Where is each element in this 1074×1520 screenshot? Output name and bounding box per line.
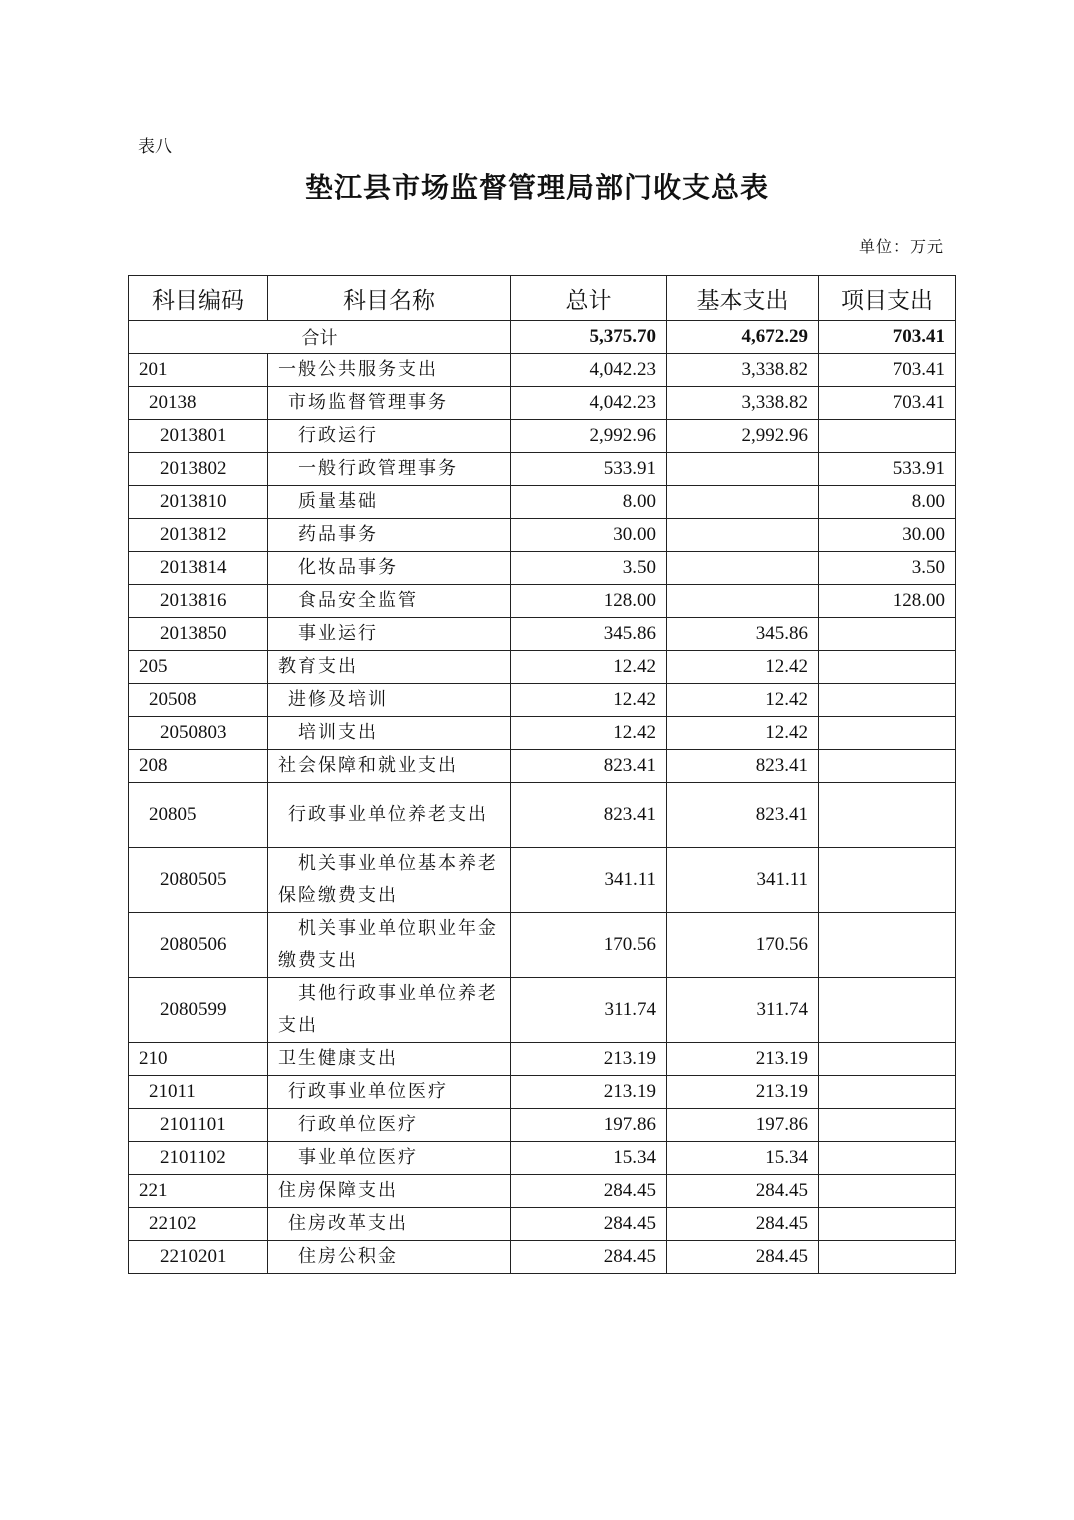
row-basic: 345.86 [667, 618, 819, 651]
row-name: 药品事务 [268, 519, 511, 552]
row-name: 食品安全监管 [268, 585, 511, 618]
row-name: 行政单位医疗 [268, 1109, 511, 1142]
row-name: 社会保障和就业支出 [268, 750, 511, 783]
row-code: 2013802 [129, 453, 268, 486]
row-basic: 341.11 [667, 848, 819, 913]
total-row [129, 321, 956, 354]
row-project: 703.41 [819, 354, 956, 387]
row-code: 221 [129, 1175, 268, 1208]
row-basic: 823.41 [667, 750, 819, 783]
row-code: 2050803 [129, 717, 268, 750]
row-name [268, 848, 511, 913]
total-label: 合计 [129, 321, 511, 354]
row-project [819, 1109, 956, 1142]
table-row [129, 585, 956, 618]
row-project [819, 913, 956, 978]
unit-label: 单位：万元 [858, 237, 944, 256]
row-code: 2013816 [129, 585, 268, 618]
row-basic: 15.34 [667, 1142, 819, 1175]
row-basic [667, 453, 819, 486]
row-basic: 284.45 [667, 1175, 819, 1208]
row-basic: 12.42 [667, 684, 819, 717]
table-row [129, 1241, 956, 1274]
budget-table [128, 275, 956, 1274]
header-basic: 基本支出 [667, 276, 819, 321]
row-total: 8.00 [511, 486, 667, 519]
row-project: 30.00 [819, 519, 956, 552]
total-total: 5,375.70 [511, 321, 667, 354]
row-basic [667, 486, 819, 519]
row-name: 培训支出 [268, 717, 511, 750]
table-row [129, 519, 956, 552]
page-title: 垫江县市场监督管理局部门收支总表 [304, 171, 769, 204]
row-name: 化妆品事务 [268, 552, 511, 585]
total-basic: 4,672.29 [667, 321, 819, 354]
header-project: 项目支出 [819, 276, 956, 321]
table-row [129, 552, 956, 585]
table-row [129, 387, 956, 420]
header-row [129, 276, 956, 321]
row-basic: 12.42 [667, 717, 819, 750]
table-row [129, 1208, 956, 1241]
row-code: 2080505 [129, 848, 268, 913]
row-project [819, 1175, 956, 1208]
row-code: 21011 [129, 1076, 268, 1109]
row-basic: 3,338.82 [667, 354, 819, 387]
row-code: 20805 [129, 783, 268, 848]
row-code: 201 [129, 354, 268, 387]
row-code: 2013850 [129, 618, 268, 651]
row-basic [667, 519, 819, 552]
row-basic [667, 585, 819, 618]
row-basic: 284.45 [667, 1208, 819, 1241]
row-total: 284.45 [511, 1175, 667, 1208]
row-project [819, 717, 956, 750]
row-name-text: 其他行政事业单位养老支出 [278, 983, 498, 1036]
row-total: 2,992.96 [511, 420, 667, 453]
header-code: 科目编码 [129, 276, 268, 321]
row-project: 533.91 [819, 453, 956, 486]
row-code: 210 [129, 1043, 268, 1076]
row-basic [667, 552, 819, 585]
row-name: 进修及培训 [268, 684, 511, 717]
table-row [129, 848, 956, 913]
row-name: 行政事业单位医疗 [268, 1076, 511, 1109]
row-total: 128.00 [511, 585, 667, 618]
row-name [268, 978, 511, 1043]
row-total: 284.45 [511, 1208, 667, 1241]
row-code: 205 [129, 651, 268, 684]
row-total: 823.41 [511, 750, 667, 783]
table-row [129, 717, 956, 750]
table-row [129, 750, 956, 783]
row-name-text: 机关事业单位职业年金缴费支出 [278, 918, 498, 971]
row-project [819, 783, 956, 848]
row-total: 15.34 [511, 1142, 667, 1175]
row-project [819, 420, 956, 453]
row-code: 2013812 [129, 519, 268, 552]
row-basic: 12.42 [667, 651, 819, 684]
row-total: 341.11 [511, 848, 667, 913]
row-code: 2013810 [129, 486, 268, 519]
row-code: 2101101 [129, 1109, 268, 1142]
row-total: 3.50 [511, 552, 667, 585]
row-basic: 823.41 [667, 783, 819, 848]
row-code: 20508 [129, 684, 268, 717]
row-name: 卫生健康支出 [268, 1043, 511, 1076]
row-name [268, 783, 511, 848]
row-basic: 3,338.82 [667, 387, 819, 420]
row-name: 事业运行 [268, 618, 511, 651]
table-row [129, 1142, 956, 1175]
row-project [819, 1142, 956, 1175]
table-row [129, 651, 956, 684]
row-name: 住房公积金 [268, 1241, 511, 1274]
row-total: 30.00 [511, 519, 667, 552]
table-row [129, 684, 956, 717]
row-project [819, 651, 956, 684]
table-row [129, 453, 956, 486]
row-basic: 170.56 [667, 913, 819, 978]
row-total: 12.42 [511, 684, 667, 717]
row-total: 213.19 [511, 1043, 667, 1076]
table-row [129, 1043, 956, 1076]
row-total: 4,042.23 [511, 387, 667, 420]
row-project [819, 1076, 956, 1109]
row-project [819, 1241, 956, 1274]
table-row [129, 618, 956, 651]
row-name: 行政运行 [268, 420, 511, 453]
row-code: 2013814 [129, 552, 268, 585]
row-project: 8.00 [819, 486, 956, 519]
row-total: 345.86 [511, 618, 667, 651]
row-name-text: 行政事业单位养老支出 [288, 804, 488, 825]
header-name: 科目名称 [268, 276, 511, 321]
row-total: 213.19 [511, 1076, 667, 1109]
row-total: 12.42 [511, 717, 667, 750]
row-name: 住房改革支出 [268, 1208, 511, 1241]
table-row [129, 420, 956, 453]
row-basic: 284.45 [667, 1241, 819, 1274]
table-row [129, 354, 956, 387]
row-code: 20138 [129, 387, 268, 420]
row-name: 一般行政管理事务 [268, 453, 511, 486]
row-project [819, 1208, 956, 1241]
row-total: 170.56 [511, 913, 667, 978]
row-project [819, 848, 956, 913]
row-total: 12.42 [511, 651, 667, 684]
table-label: 表八 [138, 137, 172, 157]
row-basic: 213.19 [667, 1043, 819, 1076]
table-row [129, 1109, 956, 1142]
row-project [819, 978, 956, 1043]
row-name: 一般公共服务支出 [268, 354, 511, 387]
table-row [129, 1175, 956, 1208]
row-name: 市场监督管理事务 [268, 387, 511, 420]
row-name [268, 913, 511, 978]
total-project: 703.41 [819, 321, 956, 354]
row-project: 703.41 [819, 387, 956, 420]
row-code: 2013801 [129, 420, 268, 453]
row-name-text: 机关事业单位基本养老保险缴费支出 [278, 853, 498, 906]
table-row [129, 486, 956, 519]
row-basic: 213.19 [667, 1076, 819, 1109]
row-basic: 197.86 [667, 1109, 819, 1142]
row-total: 533.91 [511, 453, 667, 486]
row-project [819, 1043, 956, 1076]
table-row [129, 913, 956, 978]
row-total: 311.74 [511, 978, 667, 1043]
row-name: 事业单位医疗 [268, 1142, 511, 1175]
row-code: 2080599 [129, 978, 268, 1043]
table-row [129, 783, 956, 848]
row-total: 823.41 [511, 783, 667, 848]
row-project [819, 618, 956, 651]
row-project: 3.50 [819, 552, 956, 585]
row-project: 128.00 [819, 585, 956, 618]
row-name: 教育支出 [268, 651, 511, 684]
table-row [129, 1076, 956, 1109]
row-project [819, 684, 956, 717]
row-name: 质量基础 [268, 486, 511, 519]
row-total: 284.45 [511, 1241, 667, 1274]
header-total: 总计 [511, 276, 667, 321]
row-total: 197.86 [511, 1109, 667, 1142]
row-code: 208 [129, 750, 268, 783]
row-code: 22102 [129, 1208, 268, 1241]
row-basic: 2,992.96 [667, 420, 819, 453]
row-code: 2080506 [129, 913, 268, 978]
row-basic: 311.74 [667, 978, 819, 1043]
row-name: 住房保障支出 [268, 1175, 511, 1208]
table-row [129, 978, 956, 1043]
row-code: 2101102 [129, 1142, 268, 1175]
row-code: 2210201 [129, 1241, 268, 1274]
row-project [819, 750, 956, 783]
row-total: 4,042.23 [511, 354, 667, 387]
